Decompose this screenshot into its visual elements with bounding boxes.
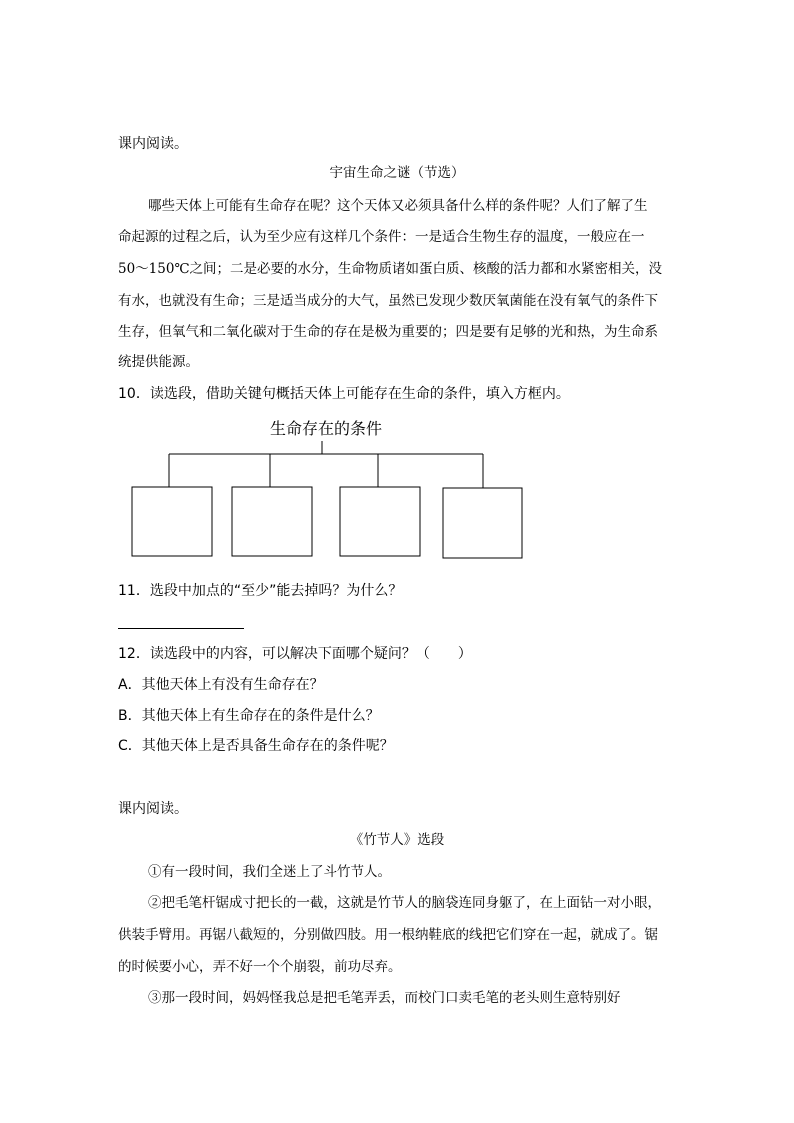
- answer-box-1: [132, 487, 212, 556]
- passage-line: 命起源的过程之后，认为至少应有这样几个条件：一是适合生物生存的温度，一般应在一: [118, 229, 645, 245]
- conditions-diagram: [0, 415, 794, 565]
- passage-line: ①有一段时间，我们全迷上了斗竹节人。: [148, 864, 391, 880]
- question-11: 11．选段中加点的“至少”能去掉吗？为什么？: [118, 583, 403, 599]
- passage-line: 哪些天体上可能有生命存在呢？这个天体又必须具备什么样的条件呢？人们了解了生: [148, 198, 648, 214]
- passage-line: 供装手臂用。再锯八截短的，分别做四肢。用一根纳鞋底的线把它们穿在一起，就成了。锯: [118, 927, 658, 943]
- option-a[interactable]: A．其他天体上有没有生命存在？: [118, 677, 324, 693]
- passage-line: 有水，也就没有生命；三是适当成分的大气，虽然已发现少数厌氧菌能在没有氧气的条件下: [118, 293, 658, 309]
- passage-title: 宇宙生命之谜（节选）: [329, 165, 465, 181]
- answer-box-3: [340, 487, 420, 556]
- answer-box-2: [232, 487, 312, 556]
- passage-line: 生存，但氧气和二氧化碳对于生命的存在是极为重要的；四是要有足够的光和热，为生命系: [118, 324, 658, 340]
- passage-line: ②把毛笔杆锯成寸把长的一截，这就是竹节人的脑袋连同身躯了，在上面钻一对小眼，: [148, 895, 661, 911]
- diagram-lines: [0, 415, 794, 565]
- passage-line: ③那一段时间，妈妈怪我总是把毛笔弄丢，而校门口卖毛笔的老头则生意特别好: [148, 990, 621, 1006]
- passage-line: 统提供能源。: [118, 354, 199, 370]
- diagram-title: 生命存在的条件: [270, 421, 383, 438]
- passage-line: 的时候要小心，弄不好一个个崩裂，前功尽弃。: [118, 959, 402, 975]
- option-b[interactable]: B．其他天体上有生命存在的条件是什么？: [118, 708, 380, 724]
- question-10: 10．读选段，借助关键句概括天体上可能存在生命的条件，填入方框内。: [118, 386, 570, 402]
- option-c[interactable]: C．其他天体上是否具备生命存在的条件呢？: [118, 738, 394, 754]
- passage-line: 50～150℃之间；二是必要的水分，生命物质诸如蛋白质、核酸的活力都和水紧密相关，没: [118, 261, 663, 277]
- section-header: 课内阅读。: [118, 801, 188, 817]
- passage-title: 《竹节人》选段: [349, 832, 445, 848]
- answer-box-4: [443, 488, 522, 558]
- section-header: 课内阅读。: [118, 136, 188, 152]
- question-12: 12．读选段中的内容，可以解决下面哪个疑问？（ ）: [118, 646, 472, 662]
- answer-blank-line[interactable]: [118, 628, 244, 629]
